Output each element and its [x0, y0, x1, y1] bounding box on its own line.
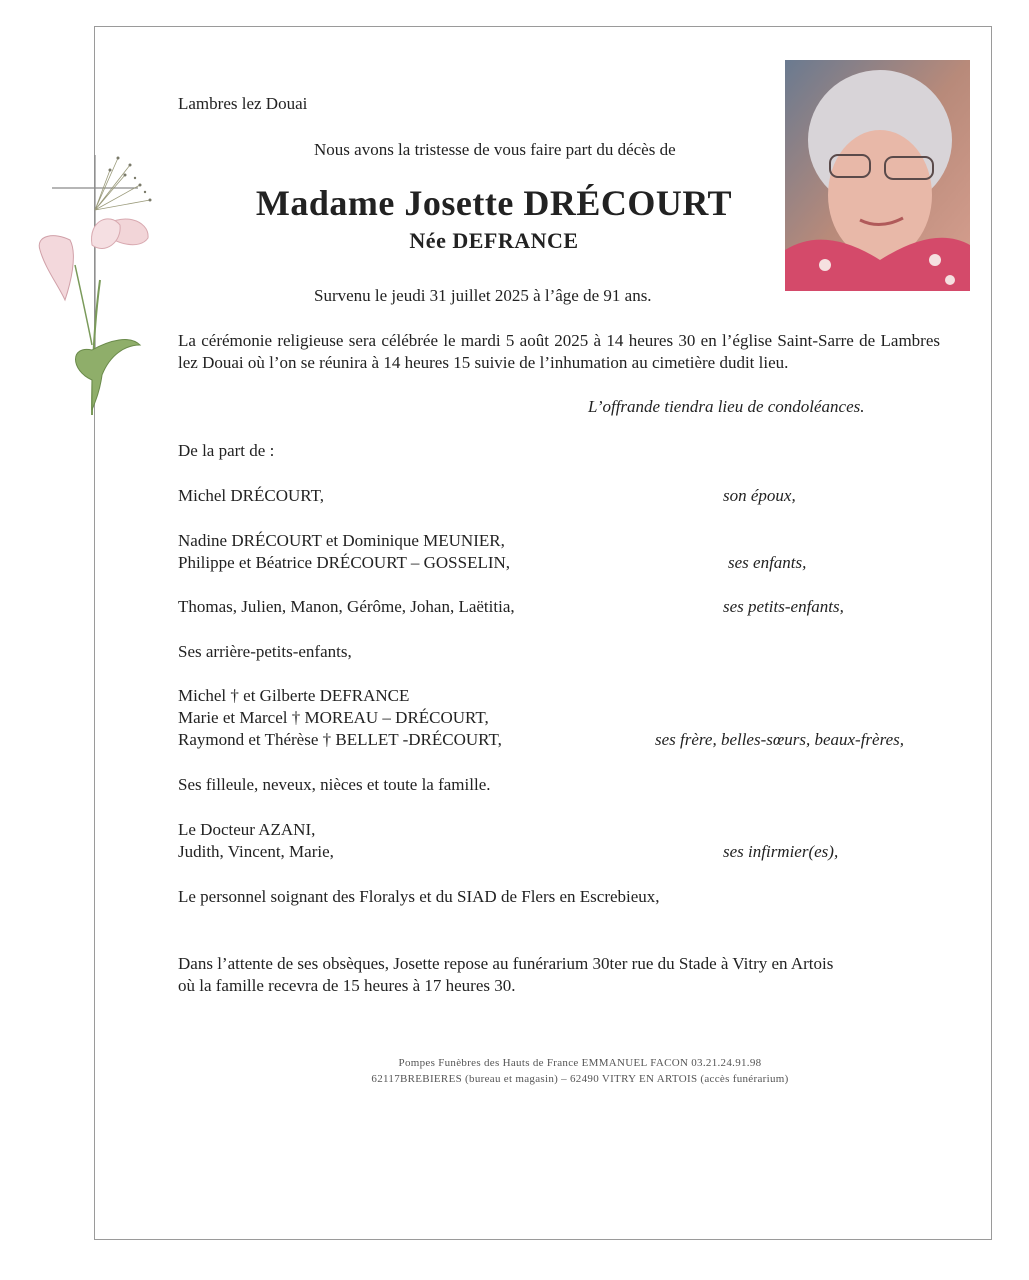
footer-address: 62117BREBIERES (bureau et magasin) – 62490 VITRY EN ARTOIS (accès funérarium) [371, 1073, 789, 1085]
portrait-photo [785, 60, 970, 291]
siblings-line-2: Marie et Marcel † MOREAU – DRÉCOURT, [178, 708, 489, 727]
funerarium-line-1: Dans l’attente de ses obsèques, Josette repose au funérarium 30ter rue du Stade à Vitry en Artois [178, 954, 834, 973]
children-line-2: Philippe et Béatrice DRÉCOURT – GOSSELIN, [178, 553, 511, 572]
offering-note: L’offrande tiendra lieu de condoléances. [588, 397, 865, 416]
staff-line: Le personnel soignant des Floralys et du SIAD de Flers en Escrebieux, [178, 887, 660, 906]
nurses-relation: ses infirmier(es), [723, 842, 839, 861]
intro-line: Nous avons la tristesse de vous faire part du décès de [314, 140, 676, 159]
funerarium-line-2: où la famille recevra de 15 heures à 17 heures 30. [178, 976, 516, 995]
children-relation: ses enfants, [728, 553, 807, 572]
godchildren-line: Ses filleule, neveux, nièces et toute la famille. [178, 775, 491, 794]
siblings-line-1: Michel † et Gilberte DEFRANCE [178, 686, 410, 705]
from-label: De la part de : [178, 441, 275, 460]
ceremony-paragraph: La cérémonie religieuse sera célébrée le mardi 5 août 2025 à 14 heures 30 en l’église Saint-Sarre de Lambres lez Douai où l’on se réunira à 14 heures 15 suivie de l’inhumation au cimetière dudit lieu. [178, 331, 940, 372]
siblings-relation: ses frère, belles-sœurs, beaux-frères, [655, 730, 904, 749]
death-notice: Survenu le jeudi 31 juillet 2025 à l’âge de 91 ans. [314, 286, 652, 305]
location-line: Lambres lez Douai [178, 94, 308, 113]
maiden-name: Née DEFRANCE [409, 228, 579, 253]
spouse-relation: son époux, [723, 486, 796, 505]
great-grandchildren-line: Ses arrière-petits-enfants, [178, 642, 352, 661]
siblings-line-3: Raymond et Thérèse † BELLET -DRÉCOURT, [178, 730, 502, 749]
grandchildren-relation: ses petits-enfants, [723, 597, 844, 616]
footer-company: Pompes Funèbres des Hauts de France EMMANUEL FACON 03.21.24.91.98 [398, 1057, 762, 1069]
children-line-1: Nadine DRÉCOURT et Dominique MEUNIER, [178, 531, 505, 550]
lily-cross-decoration [30, 150, 170, 430]
nurses-line-2: Judith, Vincent, Marie, [178, 842, 334, 861]
spouse-names: Michel DRÉCOURT, [178, 486, 324, 505]
nurses-line-1: Le Docteur AZANI, [178, 820, 316, 839]
grandchildren-names: Thomas, Julien, Manon, Gérôme, Johan, Laëtitia, [178, 597, 515, 616]
deceased-name: Madame Josette DRÉCOURT [255, 183, 733, 223]
